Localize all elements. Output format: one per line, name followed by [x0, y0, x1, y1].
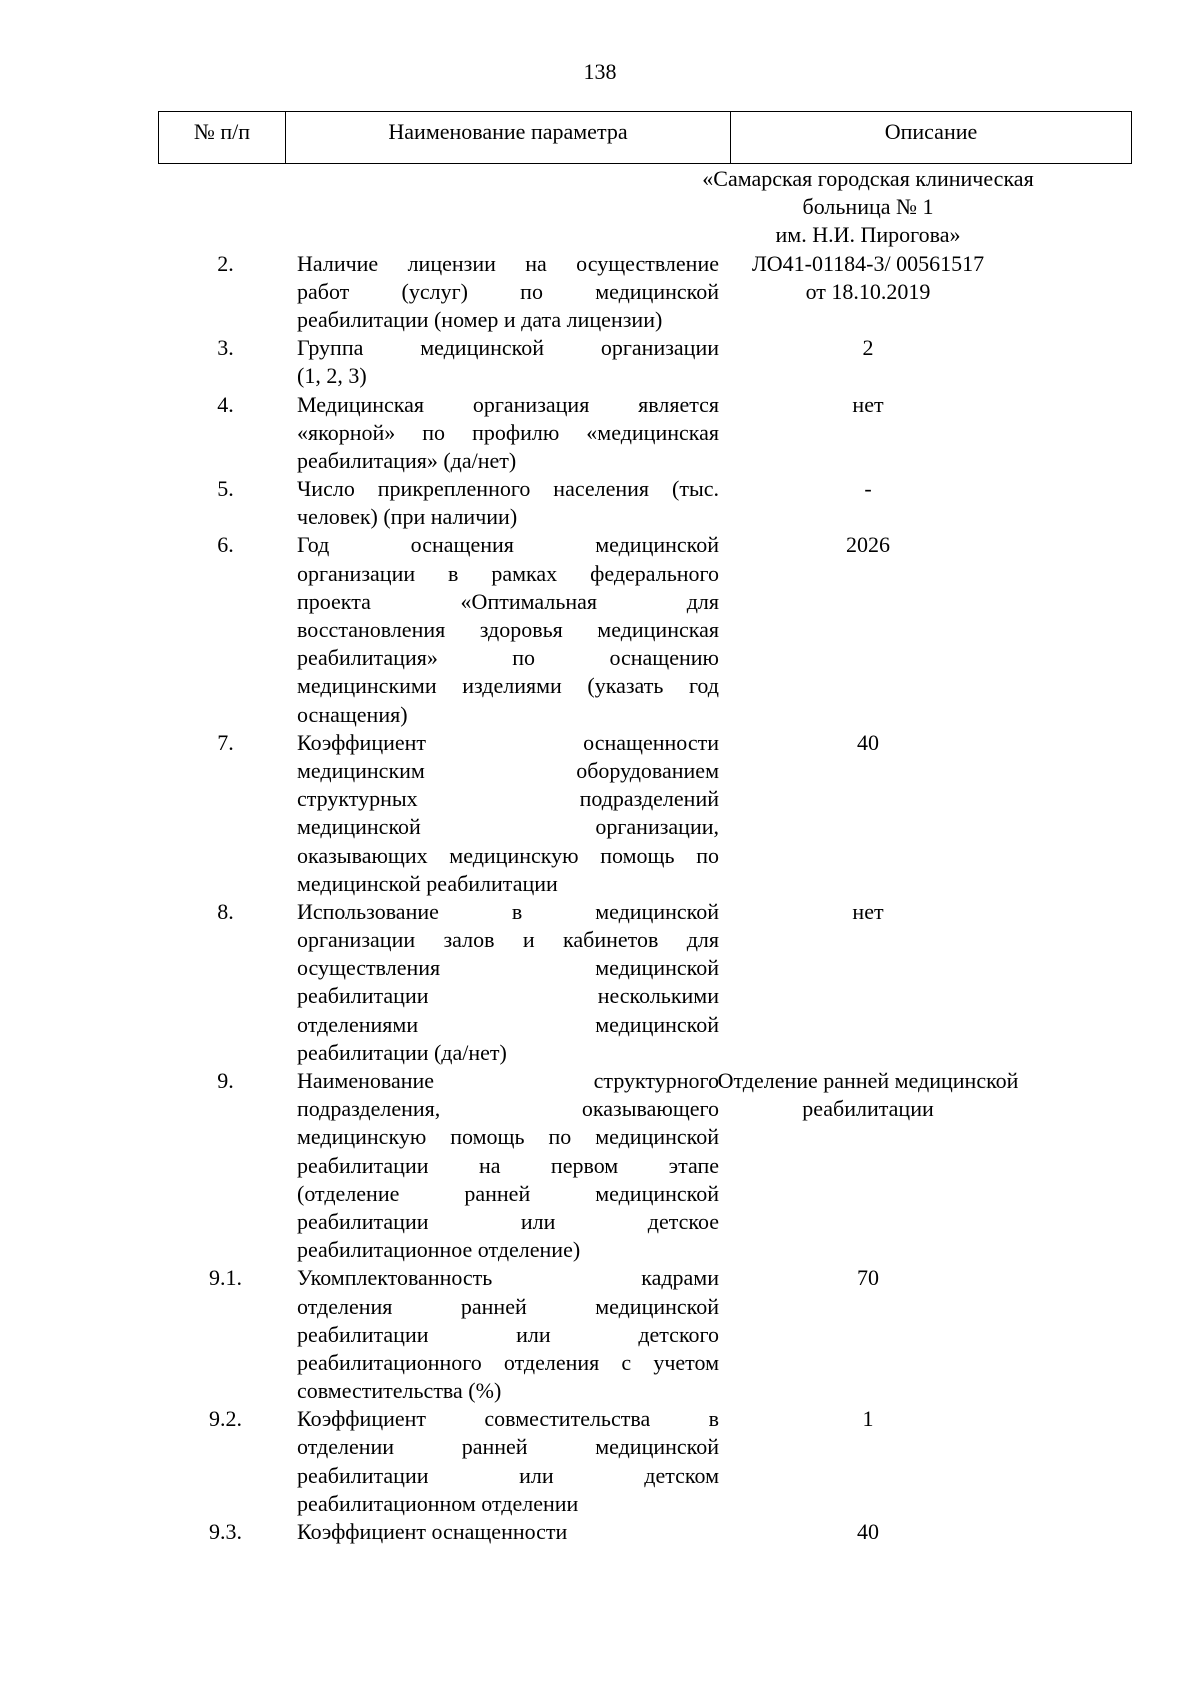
parameter-line: отделения ранней медицинской — [297, 1293, 719, 1319]
row-number: 9.2. — [209, 1406, 242, 1432]
desc-line: 2026 — [846, 532, 890, 558]
parameter-line: медицинским оборудованием — [297, 757, 719, 783]
desc-line: 40 — [857, 729, 879, 755]
parameter-line: оснащения) — [297, 701, 408, 727]
parameter-line: Коэффициент оснащенности — [297, 1519, 568, 1544]
parameter-line: Группа медицинской организации — [297, 335, 719, 361]
page-number: 138 — [583, 59, 617, 84]
parameter-line: Число прикрепленного населения (тыс. — [297, 476, 719, 502]
desc-line: нет — [852, 898, 884, 924]
parameter-line: (отделение ранней медицинской — [297, 1180, 719, 1206]
row-number: 9.3. — [209, 1519, 242, 1544]
parameter-line: реабилитации или детское — [297, 1208, 719, 1234]
parameter-line: медицинскую помощь по медицинской — [297, 1124, 719, 1150]
parameter-line: совместительства (%) — [297, 1378, 502, 1404]
row-name — [145, 531, 719, 728]
parameter-line: осуществления медицинской — [297, 955, 719, 981]
desc-line: 40 — [857, 1519, 879, 1544]
table-row-continuation — [158, 165, 1132, 250]
parameter-line: Год оснащения медицинской — [297, 532, 719, 558]
parameter-line: Наименование структурного — [297, 1068, 719, 1093]
parameter-line: медицинскими изделиями (указать год — [297, 673, 719, 699]
row-desc — [590, 1518, 1132, 1546]
table-row — [158, 1264, 1132, 1405]
row-name — [145, 250, 719, 335]
row-name — [145, 1405, 719, 1518]
row-name — [145, 1067, 719, 1264]
table-row — [158, 1518, 1132, 1546]
parameter-line: медицинской организации, — [297, 814, 719, 840]
row-desc — [590, 165, 1132, 250]
table-row — [158, 898, 1132, 1067]
parameter-line: «якорной» по профилю «медицинская — [297, 419, 719, 445]
table-row — [158, 531, 1132, 728]
parameter-line: (1, 2, 3) — [297, 363, 367, 389]
header-name: Наименование параметра — [286, 112, 731, 163]
row-name — [145, 391, 719, 476]
row-name — [145, 1264, 719, 1405]
desc-line: Отделение ранней медицинской — [717, 1068, 1019, 1093]
table-row — [158, 391, 1132, 476]
parameter-line: Наличие лицензии на осуществление — [297, 250, 719, 276]
parameter-line: реабилитация» по оснащению — [297, 645, 719, 671]
table-row — [158, 334, 1132, 390]
parameter-line: человек) (при наличии) — [297, 504, 518, 530]
row-number: 9. — [217, 1068, 234, 1093]
parameter-line: реабилитационного отделения с учетом — [297, 1349, 719, 1375]
parameter-line: работ (услуг) по медицинской — [297, 278, 719, 304]
parameter-line: реабилитации или детского — [297, 1321, 719, 1347]
parameter-line: реабилитации или детском — [297, 1462, 719, 1488]
parameter-line: проекта «Оптимальная для — [297, 588, 719, 614]
row-desc — [590, 898, 1132, 926]
row-desc — [590, 729, 1132, 757]
parameter-line: реабилитация» (да/нет) — [297, 447, 517, 473]
parameter-line: Использование в медицинской — [297, 898, 719, 924]
desc-line: «Самарская городская клиническая — [702, 166, 1034, 191]
row-number: 9.1. — [209, 1265, 242, 1291]
parameter-line: реабилитации (номер и дата лицензии) — [297, 306, 663, 332]
row-name — [145, 334, 719, 390]
row-number: 7. — [217, 729, 234, 755]
parameter-line: Коэффициент совместительства в — [297, 1406, 719, 1432]
table-row — [158, 1067, 1132, 1264]
desc-line: - — [864, 476, 872, 502]
table-header — [158, 111, 1132, 164]
desc-line: ЛО41-01184-3/ 00561517 — [751, 250, 985, 276]
desc-line: им. Н.И. Пирогова» — [775, 222, 961, 248]
parameter-line: подразделения, оказывающего — [297, 1096, 719, 1122]
table-row — [158, 1405, 1132, 1518]
parameter-line: оказывающих медицинскую помощь по — [297, 842, 719, 868]
row-number: 6. — [217, 532, 234, 558]
row-name — [145, 898, 719, 1067]
row-name — [145, 1518, 590, 1546]
parameter-line: Укомплектованность кадрами — [297, 1265, 719, 1291]
row-number: 3. — [217, 335, 234, 361]
row-number: 4. — [217, 391, 234, 417]
row-number: 2. — [217, 250, 234, 276]
parameter-line: медицинской реабилитации — [297, 870, 558, 896]
row-name — [145, 729, 719, 898]
row-desc — [590, 1264, 1132, 1292]
desc-line: от 18.10.2019 — [805, 278, 931, 304]
row-desc — [590, 1067, 1132, 1123]
parameter-line: организации залов и кабинетов для — [297, 927, 719, 953]
parameter-line: реабилитационное отделение) — [297, 1237, 581, 1263]
parameter-line: Коэффициент оснащенности — [297, 729, 719, 755]
table-row — [158, 475, 1132, 531]
row-name — [145, 475, 719, 531]
row-number: 5. — [217, 476, 234, 502]
row-desc — [590, 1405, 1132, 1433]
parameter-line: Медицинская организация является — [297, 391, 719, 417]
desc-line: больница № 1 — [802, 194, 934, 220]
table-row — [158, 250, 1132, 335]
parameter-line: реабилитационном отделении — [297, 1490, 579, 1516]
desc-line: нет — [852, 391, 884, 417]
parameter-line: структурных подразделений — [297, 786, 719, 812]
desc-line: 2 — [862, 335, 874, 361]
parameter-line: реабилитации несколькими — [297, 983, 719, 1009]
table-row — [158, 729, 1132, 898]
parameter-line: реабилитации (да/нет) — [297, 1039, 507, 1065]
desc-line: реабилитации — [802, 1096, 934, 1122]
row-desc — [590, 391, 1132, 419]
parameter-line: восстановления здоровья медицинская — [297, 617, 719, 642]
desc-line: 70 — [857, 1265, 879, 1291]
header-desc: Описание — [884, 119, 978, 144]
row-desc — [590, 475, 1132, 503]
row-desc — [590, 531, 1132, 559]
parameter-line: реабилитации на первом этапе — [297, 1152, 719, 1178]
row-number: 8. — [217, 898, 234, 924]
row-desc — [590, 334, 1132, 362]
header-num: № п/п — [159, 112, 286, 163]
parameter-line: отделении ранней медицинской — [297, 1434, 719, 1460]
parameter-line: отделениями медицинской — [297, 1011, 719, 1037]
table-body — [158, 165, 1132, 1546]
row-desc — [590, 250, 1132, 306]
parameter-line: организации в рамках федерального — [297, 560, 719, 586]
desc-line: 1 — [862, 1406, 874, 1432]
